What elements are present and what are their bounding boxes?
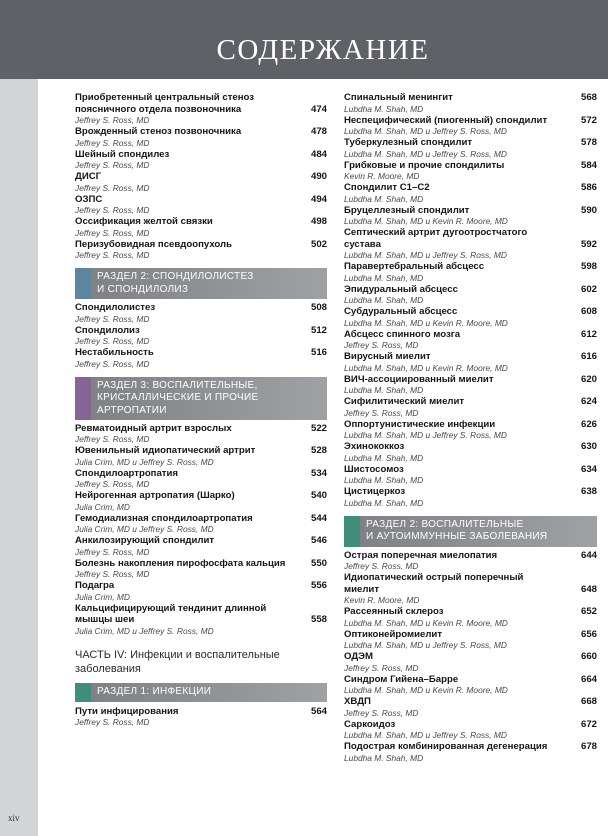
toc-entry-authors: Jeffrey S. Ross, MD [75, 479, 150, 489]
toc-entry[interactable] [344, 629, 597, 652]
section-title-line: РАЗДЕЛ 2: СПОНДИЛОЛИСТЕЗ [97, 271, 254, 282]
toc-entry-title: Шейный спондилез [75, 148, 170, 160]
toc-entry-authors: Kevin R. Moore, MD [344, 595, 420, 605]
toc-entry-page: 668 [580, 696, 597, 707]
toc-entry-authors: Lubdha M. Shah, MD и Jeffrey S. Ross, MD [344, 250, 507, 260]
toc-entry-authors: Julia Crim, MD [75, 591, 130, 602]
toc-entry[interactable] [75, 603, 327, 637]
toc-entry-title: Приобретенный центральный стеноз поясничного отдела позвоночника [75, 92, 255, 115]
section-title-line: РАЗДЕЛ 2: ВОСПАЛИТЕЛЬНЫЕ [366, 518, 524, 530]
toc-entry-page: 656 [580, 628, 597, 640]
toc-entry[interactable] [344, 719, 597, 742]
toc-entry[interactable] [344, 284, 597, 307]
toc-entry-page: 652 [580, 606, 597, 617]
toc-entry-title: Септический артрит дугоотростчатого сустава [344, 227, 528, 250]
toc-left-column [75, 92, 327, 728]
toc-entry-title: Гемодиализная спондилоартропатия [75, 512, 253, 524]
toc-entry[interactable] [344, 696, 597, 719]
toc-entry-page: 564 [310, 705, 327, 717]
toc-entry-page: 474 [310, 103, 327, 115]
toc-entry-page: 512 [310, 324, 327, 336]
toc-entry-title: Спондилолистез [75, 302, 156, 313]
toc-entry-authors: Lubdha M. Shah, MD и Kevin R. Moore, MD [344, 216, 508, 226]
toc-entry-title: Туберкулезный спондилит [344, 137, 473, 148]
toc-entry-page: 624 [580, 396, 597, 407]
page-sidebar [0, 0, 38, 836]
toc-entry-title: Субдуральный абсцесс [344, 306, 458, 317]
toc-entry-title: Оссификация желтой связки [75, 216, 213, 227]
toc-entry[interactable] [344, 227, 597, 261]
toc-entry-page: 572 [580, 114, 597, 126]
toc-entry-page: 540 [310, 490, 327, 501]
toc-entry-title: Неспецифический (пиогенный) спондилит [344, 114, 548, 126]
toc-entry[interactable] [344, 419, 597, 442]
toc-entry-title: ХВДП [344, 696, 371, 707]
toc-entry-authors: Jeffrey S. Ross, MD [75, 569, 150, 579]
toc-entry-title: Абсцесс спинного мозга [344, 328, 461, 340]
section-title-line: АРТРОПАТИИ [97, 404, 167, 416]
toc-entry-authors: Jeffrey S. Ross, MD [75, 137, 150, 148]
toc-entry-authors: Lubdha M. Shah, MD и Kevin R. Moore, MD [344, 362, 508, 373]
toc-entry-title: Спондилоартропатия [75, 467, 179, 479]
toc-entry-page: 502 [310, 238, 327, 250]
toc-entry-title: ДИСГ [75, 171, 102, 182]
toc-entry[interactable] [75, 445, 327, 468]
toc-entry-authors: Jeffrey S. Ross, MD [75, 313, 150, 324]
toc-entry[interactable] [344, 606, 597, 629]
toc-entry-page: 630 [580, 441, 597, 452]
toc-entry-authors: Jeffrey S. Ross, MD [75, 160, 150, 170]
page-header [0, 0, 608, 79]
section-header-infections [75, 683, 327, 702]
toc-entry[interactable] [344, 182, 597, 205]
toc-entry-title: Сифилитический миелит [344, 396, 465, 407]
toc-entry[interactable] [344, 374, 597, 397]
toc-entry-title: Спинальный менингит [344, 92, 453, 103]
toc-entry[interactable] [75, 149, 327, 172]
toc-entry[interactable] [344, 550, 597, 573]
toc-entry-page: 608 [580, 306, 597, 317]
toc-entry-title: Цистицеркоз [344, 486, 406, 497]
toc-entry[interactable] [344, 329, 597, 352]
toc-entry-title: Нейрогенная артропатия (Шарко) [75, 490, 235, 501]
toc-entry[interactable] [344, 674, 597, 697]
part-title-line: заболевания [75, 662, 141, 675]
section-title-line: И СПОНДИЛОЛИЗ [97, 283, 189, 295]
toc-entry-page: 678 [580, 741, 597, 752]
toc-entry[interactable] [344, 441, 597, 464]
toc-entry-page: 550 [310, 557, 327, 569]
toc-entry-page: 478 [310, 126, 327, 137]
toc-entry-title: Ювенильный идиопатический артрит [75, 445, 256, 456]
toc-entry[interactable] [344, 137, 597, 160]
toc-entry-authors: Jeffrey S. Ross, MD [344, 561, 419, 571]
toc-entry[interactable] [75, 347, 327, 370]
toc-entry-authors: Jeffrey S. Ross, MD [75, 205, 150, 215]
toc-entry[interactable] [344, 92, 597, 115]
page-title: СОДЕРЖАНИЕ [216, 34, 430, 66]
toc-entry[interactable] [75, 513, 327, 536]
toc-entry-title: Вирусный миелит [344, 351, 431, 362]
toc-entry[interactable] [75, 558, 327, 581]
toc-entry-page: 508 [310, 302, 327, 313]
toc-entry-title: Подагра [75, 580, 115, 591]
toc-entry-authors: Jeffrey S. Ross, MD [344, 340, 419, 350]
toc-entry-authors: Jeffrey S. Ross, MD [75, 717, 150, 727]
toc-entry-title: ОЗПС [75, 193, 103, 205]
toc-entry-title: Идиопатический острый поперечный миелит [344, 572, 524, 595]
toc-entry-page: 598 [580, 261, 597, 272]
toc-entry-title: Спондилит С1–С2 [344, 182, 430, 193]
toc-entry-page: 534 [310, 467, 327, 479]
toc-entry[interactable] [344, 396, 597, 419]
toc-entry[interactable] [75, 490, 327, 513]
toc-entry[interactable] [344, 115, 597, 138]
toc-entry-page: 664 [580, 673, 597, 685]
toc-entry-page: 612 [580, 328, 597, 340]
toc-entry-title: Оппортунистические инфекции [344, 418, 496, 430]
section-header-inflammatory [344, 516, 597, 547]
toc-entry-page: 546 [310, 535, 327, 546]
toc-entry-page: 490 [310, 171, 327, 182]
toc-entry-authors: Lubdha M. Shah, MD [344, 272, 424, 283]
toc-entry[interactable] [75, 468, 327, 491]
toc-entry-title: Анкилозирующий спондилит [75, 535, 215, 546]
toc-entry-authors: Jeffrey S. Ross, MD [75, 336, 150, 346]
section-title-line: РАЗДЕЛ 1: ИНФЕКЦИИ [97, 685, 212, 697]
toc-entry[interactable] [75, 423, 327, 446]
toc-entry[interactable] [344, 205, 597, 228]
toc-entry-page: 528 [310, 445, 327, 456]
section-header-arthropathies [75, 377, 327, 420]
toc-entry-authors: Julia Crim, MD [75, 501, 130, 512]
toc-entry-authors: Lubdha M. Shah, MD [344, 452, 424, 463]
toc-entry[interactable] [75, 580, 327, 603]
toc-entry[interactable] [75, 171, 327, 194]
toc-entry-authors: Kevin R. Moore, MD [344, 171, 420, 181]
toc-entry-title: Рассеянный склероз [344, 606, 444, 617]
toc-entry-authors: Lubdha M. Shah, MD [344, 103, 424, 114]
toc-entry-authors: Lubdha M. Shah, MD [344, 193, 424, 204]
toc-entry-authors: Jeffrey S. Ross, MD [75, 546, 150, 557]
toc-entry-authors: Lubdha M. Shah, MD [344, 295, 424, 305]
toc-entry-authors: Julia Crim, MD и Jeffrey S. Ross, MD [75, 625, 214, 636]
toc-entry[interactable] [75, 535, 327, 558]
toc-entry-authors: Lubdha M. Shah, MD и Jeffrey S. Ross, MD [344, 430, 507, 440]
toc-entry-page: 568 [580, 92, 597, 103]
toc-entry-page: 516 [310, 347, 327, 358]
toc-entry-title: Шистосомоз [344, 463, 404, 475]
toc-entry-authors: Jeffrey S. Ross, MD [75, 250, 150, 260]
toc-entry-page: 590 [580, 204, 597, 216]
toc-entry-title: Оптиконейромиелит [344, 628, 443, 640]
toc-entry-title: Пути инфицирования [75, 705, 179, 717]
toc-entry-authors: Lubdha M. Shah, MD и Kevin R. Moore, MD [344, 685, 508, 695]
toc-entry-page: 602 [580, 283, 597, 295]
page-number: xiv [8, 813, 20, 823]
toc-entry-title: Ревматоидный артрит взрослых [75, 422, 232, 434]
toc-right-column [344, 92, 597, 764]
toc-entry-page: 648 [580, 583, 597, 595]
toc-entry-authors: Lubdha M. Shah, MD [344, 497, 424, 508]
toc-entry-authors: Lubdha M. Shah, MD [344, 385, 424, 395]
toc-entry-page: 522 [310, 422, 327, 434]
section-title-line: И АУТОИММУННЫЕ ЗАБОЛЕВАНИЯ [366, 531, 548, 542]
toc-entry-title: ОДЭМ [344, 651, 373, 662]
toc-entry-authors: Jeffrey S. Ross, MD [344, 662, 419, 673]
toc-entry-title: Грибковые и прочие спондилиты [344, 159, 505, 171]
toc-entry-title: Паравертебральный абсцесс [344, 261, 485, 272]
toc-entry[interactable] [344, 464, 597, 487]
toc-entry[interactable] [344, 351, 597, 374]
toc-entry-title: Спондилолиз [75, 324, 140, 336]
toc-entry[interactable] [344, 651, 597, 674]
toc-entry[interactable] [75, 216, 327, 239]
toc-entry-title: ВИЧ-ассоциированный миелит [344, 373, 494, 385]
toc-entry-title: Эхинококкоз [344, 441, 405, 452]
toc-entry-page: 484 [310, 148, 327, 160]
toc-entry-page: 494 [310, 193, 327, 205]
toc-entry-authors: Jeffrey S. Ross, MD [75, 227, 150, 238]
toc-entry[interactable] [344, 160, 597, 183]
toc-entry-title: Врожденный стеноз позвоночника [75, 126, 242, 137]
toc-entry-title: Эпидуральный абсцесс [344, 283, 458, 295]
toc-entry-authors: Lubdha M. Shah, MD [344, 752, 424, 763]
toc-entry[interactable] [75, 239, 327, 262]
toc-entry-page: 544 [310, 512, 327, 524]
toc-entry-title: Нестабильность [75, 347, 154, 358]
toc-entry-page: 556 [310, 580, 327, 591]
toc-entry-title: Перизубовидная псевдоопухоль [75, 238, 233, 250]
section-title-line: КРИСТАЛЛИЧЕСКИЕ И ПРОЧИЕ [97, 392, 259, 403]
section-title-line: РАЗДЕЛ 3: ВОСПАЛИТЕЛЬНЫЕ, [97, 379, 258, 391]
toc-entry-page: 578 [580, 137, 597, 148]
toc-entry-page: 644 [580, 549, 597, 561]
toc-entry[interactable] [75, 325, 327, 348]
toc-entry-page: 672 [580, 718, 597, 730]
toc-entry-page: 592 [580, 238, 597, 250]
toc-entry-title: Синдром Гийена–Барре [344, 673, 459, 685]
toc-entry-authors: Jeffrey S. Ross, MD [344, 407, 419, 418]
toc-entry-authors: Lubdha M. Shah, MD и Kevin R. Moore, MD [344, 617, 508, 628]
toc-entry-title: Острая поперечная миелопатия [344, 549, 498, 561]
toc-entry-page: 586 [580, 182, 597, 193]
section-header-spondylolisthesis [75, 268, 327, 299]
part-heading [75, 648, 327, 676]
toc-entry-authors: Jeffrey S. Ross, MD [75, 358, 150, 369]
part-title-line: ЧАСТЬ IV: Инфекции и воспалительные [75, 648, 280, 661]
toc-entry[interactable] [344, 486, 597, 509]
toc-entry[interactable] [75, 92, 327, 126]
toc-entry-page: 660 [580, 651, 597, 662]
toc-entry-page: 638 [580, 486, 597, 497]
toc-entry[interactable] [344, 306, 597, 329]
toc-entry-title: Бруцеллезный спондилит [344, 204, 470, 216]
toc-entry-title: Подострая комбинированная дегенерация [344, 741, 548, 752]
toc-entry[interactable] [344, 261, 597, 284]
toc-entry-authors: Lubdha M. Shah, MD и Jeffrey S. Ross, MD [344, 640, 507, 650]
toc-entry[interactable] [75, 194, 327, 217]
toc-entry-authors: Lubdha M. Shah, MD и Jeffrey S. Ross, MD [344, 126, 507, 136]
toc-entry[interactable] [75, 126, 327, 149]
toc-entry[interactable] [75, 706, 327, 729]
toc-entry-page: 616 [580, 351, 597, 362]
toc-entry-page: 558 [310, 614, 327, 625]
toc-entry-authors: Julia Crim, MD и Jeffrey S. Ross, MD [75, 524, 214, 534]
toc-entry-authors: Jeffrey S. Ross, MD [344, 707, 419, 718]
toc-entry-page: 498 [310, 216, 327, 227]
toc-entry-authors: Jeffrey S. Ross, MD [75, 434, 150, 444]
toc-entry[interactable] [344, 572, 597, 606]
toc-entry-authors: Lubdha M. Shah, MD и Jeffrey S. Ross, MD [344, 730, 507, 740]
toc-entry-title: Кальцифицирующий тендинит длинной мышцы шеи [75, 602, 267, 625]
toc-entry-authors: Lubdha M. Shah, MD и Kevin R. Moore, MD [344, 317, 508, 328]
toc-entry-page: 626 [580, 418, 597, 430]
toc-entry-authors: Julia Crim, MD и Jeffrey S. Ross, MD [75, 456, 214, 467]
toc-entry-page: 584 [580, 159, 597, 171]
toc-entry-page: 634 [580, 463, 597, 475]
toc-entry-authors: Lubdha M. Shah, MD и Jeffrey S. Ross, MD [344, 148, 507, 159]
toc-entry-title: Саркоидоз [344, 718, 396, 730]
toc-entry-title: Болезнь накопления пирофосфата кальция [75, 557, 286, 569]
toc-entry-authors: Lubdha M. Shah, MD [344, 475, 424, 485]
toc-entry[interactable] [344, 741, 597, 764]
toc-entry-page: 620 [580, 373, 597, 385]
toc-entry-authors: Jeffrey S. Ross, MD [75, 115, 150, 125]
toc-entry-authors: Jeffrey S. Ross, MD [75, 182, 150, 193]
toc-entry[interactable] [75, 302, 327, 325]
